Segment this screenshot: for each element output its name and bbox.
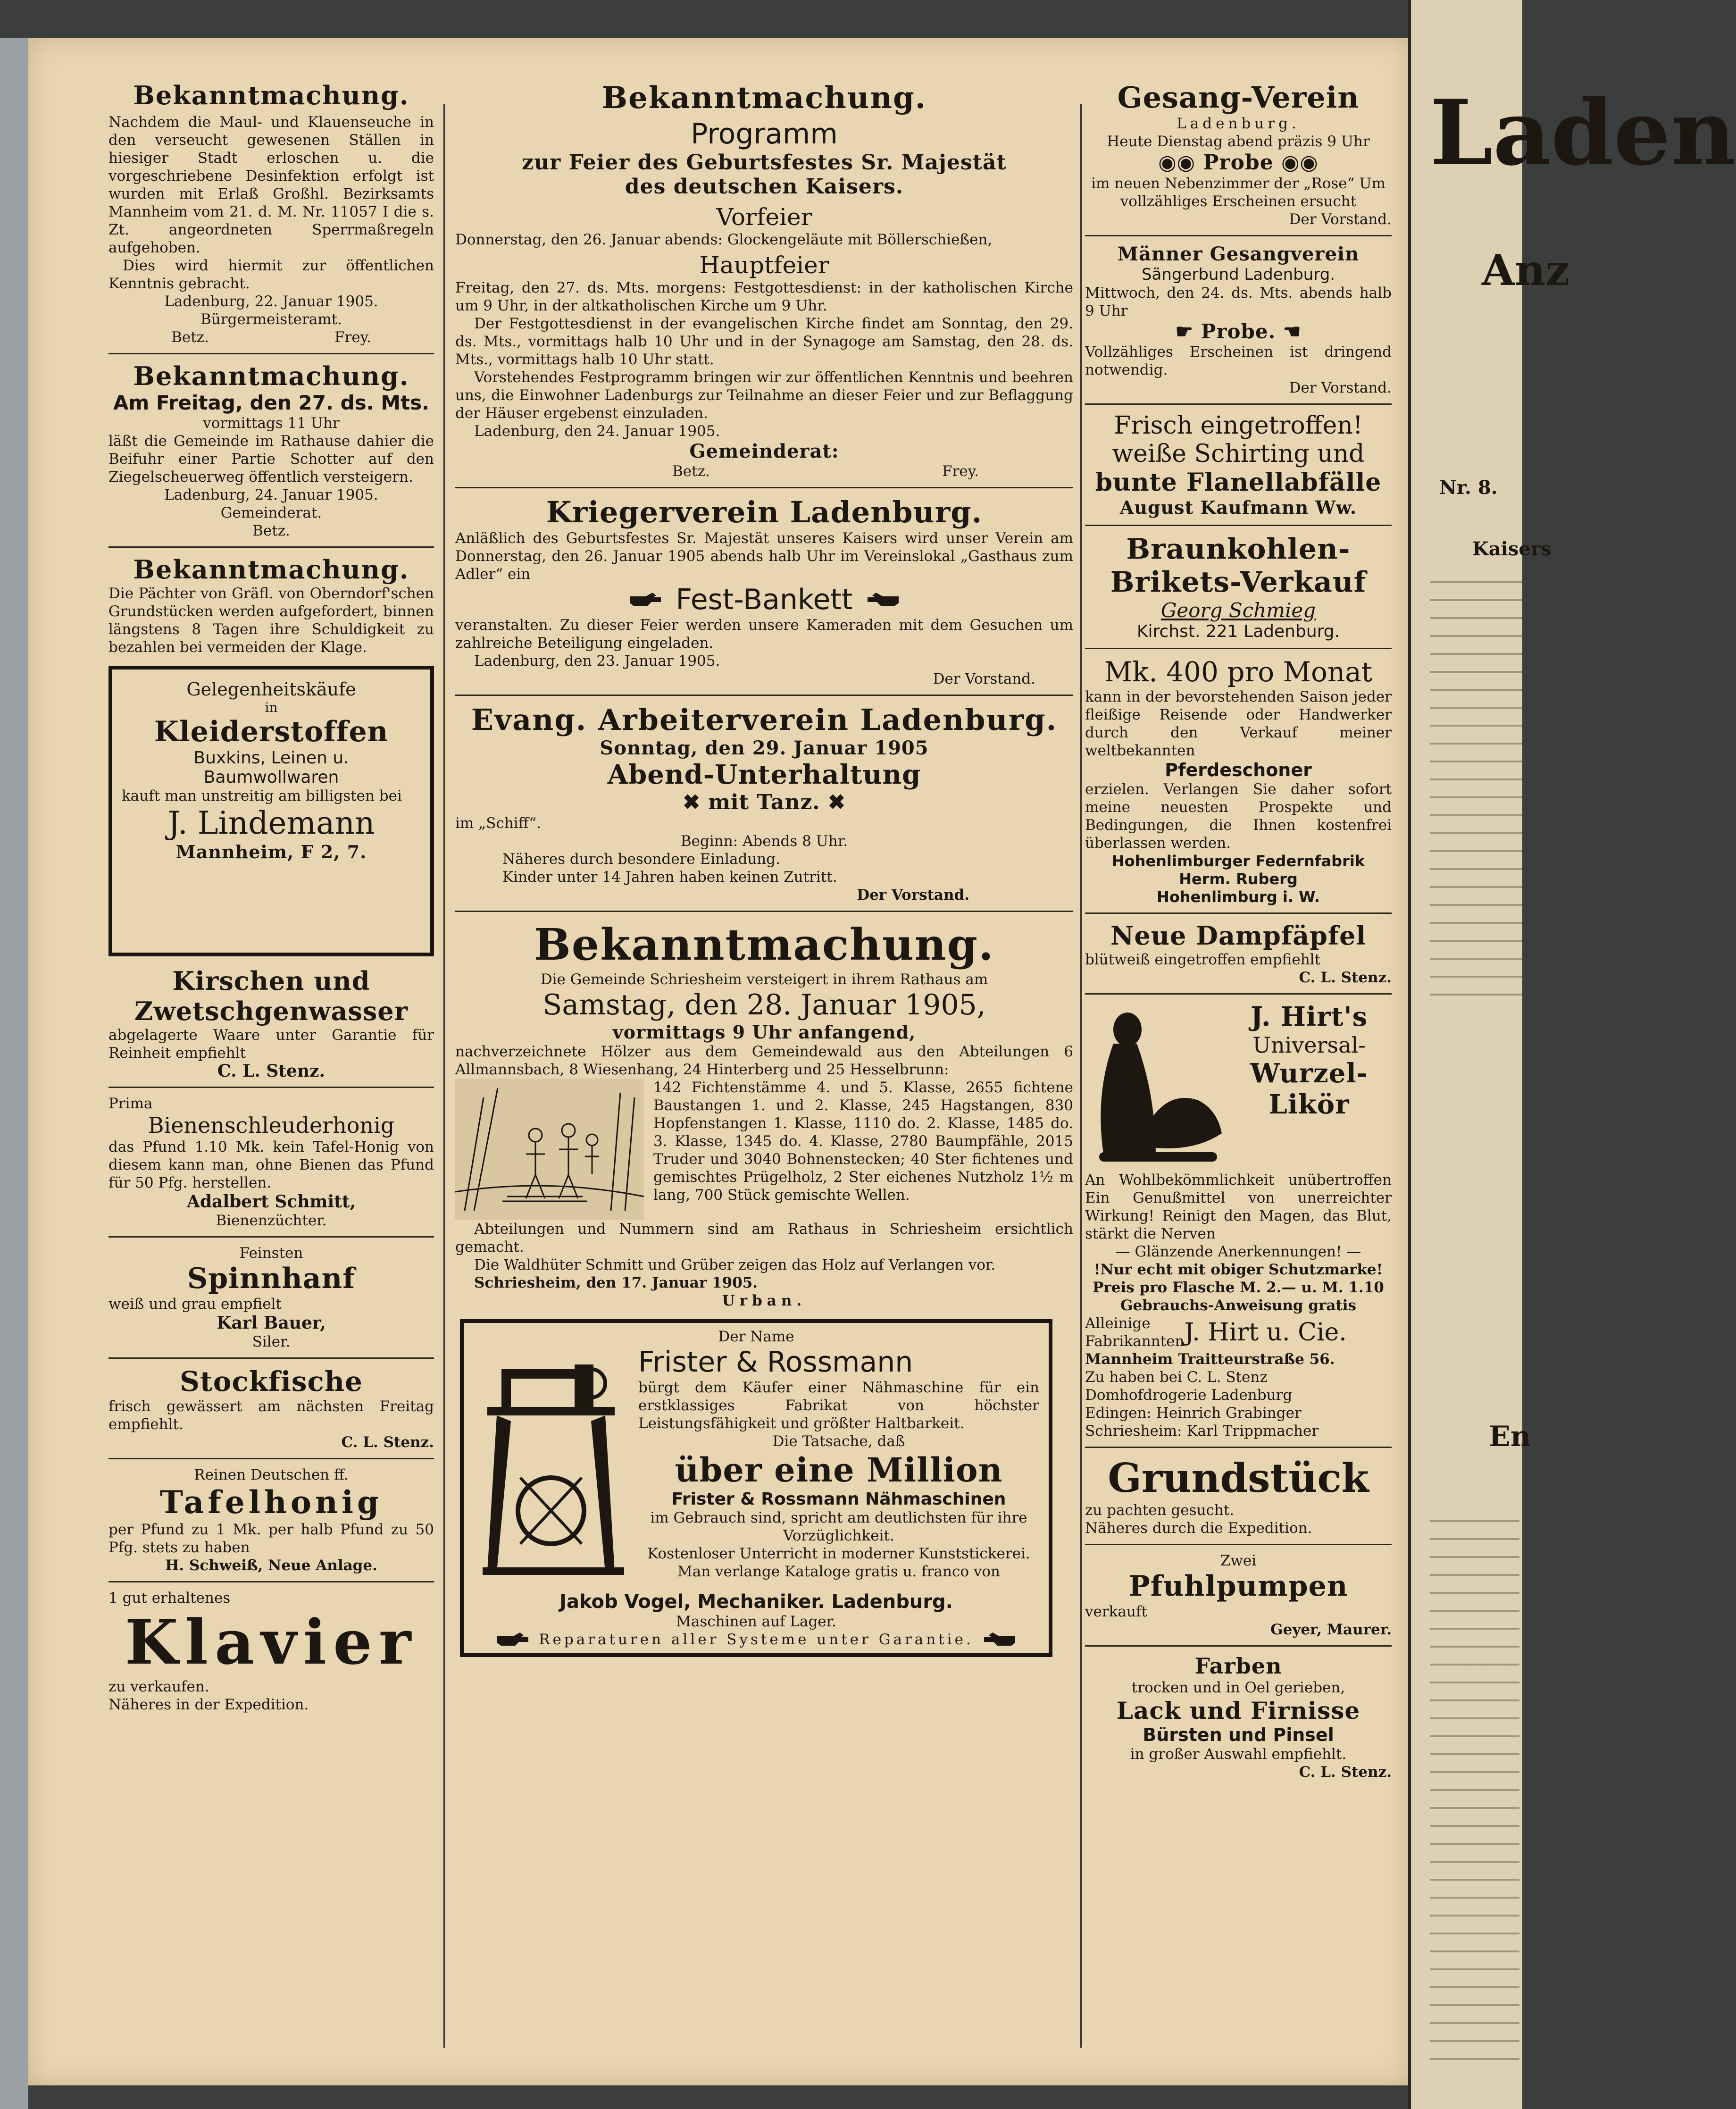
pointing-hand-icon: ☚ bbox=[1276, 320, 1302, 343]
divider bbox=[108, 353, 434, 354]
ad-text: Anläßlich des Geburtsfestes Sr. Majestät unseres Kaisers wird unser Verein am Donnerstag, den 26. Januar 1905 abends halb Uhr im Vereinslokal „Gasthaus zum Adler“ ein bbox=[455, 530, 1073, 583]
ad-date: Ladenburg, den 23. Januar 1905. bbox=[474, 653, 720, 670]
monk-trademark-illustration bbox=[1085, 1001, 1227, 1171]
left-column bbox=[108, 80, 434, 1714]
cross-icon: ✖ bbox=[683, 790, 709, 814]
notice-text: nachverzeichnete Hölzer aus dem Gemeindewald aus den Abteilungen 6 Allmannsbach, 8 Wiesenhang, 24 Hinterberg und 25 Hesselbrunn: bbox=[455, 1043, 1073, 1078]
ad-signature: Geyer, Maurer. bbox=[1270, 1621, 1392, 1638]
divider bbox=[455, 911, 1073, 912]
ad-braunkohlen bbox=[1085, 533, 1392, 641]
eye-icon: ◉◉ bbox=[1158, 151, 1203, 175]
divider bbox=[1085, 648, 1392, 649]
divider bbox=[1085, 525, 1392, 526]
forest-woodcut-illustration bbox=[455, 1079, 644, 1220]
signature: Betz. bbox=[252, 522, 290, 539]
ad-headline: Universal- bbox=[1252, 1032, 1366, 1058]
ad-headline: Klavier bbox=[125, 1606, 418, 1678]
ad-headline: Stockfische bbox=[180, 1365, 363, 1398]
ad-text: Alleinige bbox=[1085, 1315, 1151, 1332]
ad-pre: Prima bbox=[108, 1095, 153, 1112]
notice-text: Die Pächter von Gräfl. von Oberndorf'schen Grundstücken werden aufgefordert, binnen längstens 8 Tagen ihre Schuldigkeit zu bezahlen bei vermeiden der Klage. bbox=[108, 585, 434, 656]
ad-headline: Brikets-Verkauf bbox=[1110, 566, 1367, 599]
ad-headline: Grundstück bbox=[1108, 1455, 1369, 1501]
divider bbox=[1085, 1645, 1392, 1647]
ad-text: erzielen. Verlangen Sie daher sofort meine neuesten Prospekte und Bedingungen, die Ihnen kostenfrei überlassen werden. bbox=[1085, 781, 1392, 852]
ad-kriegerverein bbox=[455, 495, 1073, 688]
ad-company: Herm. Ruberg bbox=[1179, 870, 1298, 888]
ad-klavier bbox=[108, 1589, 434, 1714]
notice-title: Bekanntmachung. bbox=[601, 80, 927, 116]
ad-pre: 1 gut erhaltenes bbox=[108, 1590, 231, 1607]
ad-headline: Kleiderstoffen bbox=[154, 715, 389, 748]
ad-text: trocken und in Oel gerieben, bbox=[1131, 1679, 1345, 1696]
ad-text: im neuen Nebenzimmer der „Rose“ Um vollzähliges Erscheinen ersucht bbox=[1091, 175, 1385, 210]
ad-pre: Reinen Deutschen ff. bbox=[194, 1466, 349, 1483]
ad-text: bürgt dem Käufer einer Nähmaschine für ein erstklassiges Fabrikat von höchster Leistungsfähigkeit und größter Haltbarkeit. bbox=[638, 1379, 1039, 1432]
middle-column bbox=[455, 80, 1073, 1666]
ad-text: abgelagerte Waare unter Garantie für Reinheit empfiehlt bbox=[108, 1027, 434, 1062]
ad-headline: bunte Flanellabfälle bbox=[1095, 468, 1382, 497]
divider bbox=[1085, 235, 1392, 236]
ad-company: Hohenlimburg i. W. bbox=[1157, 888, 1320, 906]
ad-text: Zu haben bei C. L. Stenz bbox=[1085, 1369, 1268, 1386]
edge-number: Nr. 8. bbox=[1439, 477, 1498, 499]
ad-text: Domhofdrogerie Ladenburg bbox=[1085, 1387, 1293, 1404]
edge-en: En bbox=[1489, 1420, 1531, 1453]
notice-date: Ladenburg, 24. Januar 1905. bbox=[164, 486, 378, 503]
divider bbox=[455, 487, 1073, 488]
ad-headline: Zwetschgenwasser bbox=[134, 996, 409, 1026]
divider bbox=[108, 1458, 434, 1459]
ad-signature: Der Vorstand. bbox=[933, 670, 1035, 687]
edge-anz: Anz bbox=[1482, 245, 1570, 295]
divider bbox=[108, 546, 434, 548]
edge-text-lines-2 bbox=[1430, 1510, 1519, 2076]
ad-frister-rossmann bbox=[460, 1319, 1052, 1657]
ad-hirt-likoer bbox=[1085, 1001, 1392, 1440]
sewing-machine-illustration bbox=[473, 1346, 629, 1591]
edge-title: Laden bbox=[1430, 80, 1736, 185]
notice-date: Schriesheim, den 17. Januar 1905. bbox=[474, 1274, 758, 1291]
ad-headline: Farben bbox=[1194, 1653, 1282, 1679]
ad-vendor: J. Lindemann bbox=[167, 805, 375, 841]
ad-signature: C. L. Stenz. bbox=[1299, 969, 1392, 986]
event-date: Sonntag, den 29. Januar 1905 bbox=[600, 737, 929, 759]
ad-signature: C. L. Stenz. bbox=[341, 1434, 434, 1451]
ad-text: Fabrikannten bbox=[1085, 1333, 1185, 1350]
ad-vendor: Georg Schmieg bbox=[1160, 599, 1316, 622]
ad-signature: C. L. Stenz. bbox=[217, 1061, 326, 1081]
ad-text: Maschinen auf Lager. bbox=[676, 1613, 836, 1630]
notice-schotter bbox=[108, 361, 434, 540]
notice-title: Bekanntmachung. bbox=[133, 80, 409, 110]
ad-text: frisch gewässert am nächsten Freitag empfiehlt. bbox=[108, 1398, 434, 1433]
event-location: im „Schiff“. bbox=[455, 815, 542, 832]
notice-maul-klauenseuche bbox=[108, 80, 434, 346]
ad-signature: Adalbert Schmitt, bbox=[187, 1192, 356, 1212]
event-name: Abend-Unterhaltung bbox=[607, 759, 921, 790]
ad-headline: Bienenschleuderhonig bbox=[148, 1113, 395, 1138]
ad-text: Heute Dienstag abend präzis 9 Uhr bbox=[1107, 133, 1370, 150]
ad-signature: C. L. Stenz. bbox=[1299, 1764, 1392, 1781]
ad-signature: Der Vorstand. bbox=[1289, 379, 1392, 396]
ad-text: Kostenloser Unterricht in moderner Kunststickerei. bbox=[647, 1545, 1030, 1562]
ad-headline: Neue Dampfäpfel bbox=[1110, 921, 1366, 951]
event-info: Näheres durch besondere Einladung. bbox=[502, 851, 780, 868]
ad-pfuhlpumpen bbox=[1085, 1552, 1392, 1639]
event-detail: ✖ mit Tanz. ✖ bbox=[683, 790, 846, 814]
ad-text: per Pfund zu 1 Mk. per halb Pfund zu 50 Pfg. stets zu haben bbox=[108, 1521, 434, 1556]
ad-headline: Frisch eingetroffen! bbox=[1114, 411, 1363, 440]
event-info: Kinder unter 14 Jahren haben keinen Zutritt. bbox=[502, 869, 837, 886]
section-heading: Hauptfeier bbox=[699, 251, 829, 279]
ad-text: zu verkaufen. bbox=[108, 1678, 209, 1695]
ad-text: zu pachten gesucht. bbox=[1085, 1502, 1235, 1519]
ad-dampfaepfel bbox=[1085, 921, 1392, 987]
notice-time: vormittags 11 Uhr bbox=[203, 415, 340, 432]
ad-price: Preis pro Flasche M. 2.— u. M. 1.10 bbox=[1093, 1279, 1384, 1296]
ad-text: Mittwoch, den 24. ds. Mts. abends halb 9 Uhr bbox=[1085, 285, 1392, 319]
ad-spinnhanf bbox=[108, 1244, 434, 1351]
ad-honig bbox=[108, 1095, 434, 1230]
edge-kaisers: Kaisers bbox=[1472, 538, 1552, 560]
notice-text: Abteilungen und Nummern sind am Rathaus in Schriesheim ersichtlich gemacht. bbox=[455, 1221, 1073, 1255]
ad-vendor: Jakob Vogel, Mechaniker. Ladenburg. bbox=[559, 1591, 953, 1613]
ad-signature: Der Vorstand. bbox=[1289, 211, 1392, 228]
ad-stockfische bbox=[108, 1365, 434, 1451]
ad-headline: Braunkohlen- bbox=[1126, 533, 1351, 566]
ad-headline: Lack und Firnisse bbox=[1116, 1697, 1360, 1724]
section-text: Der Festgottesdienst in der evangelischen Kirche findet am Sonntag, den 29. ds. Mts., vormittags halb 10 Uhr und in der Synagoge am Samstag, den 28. ds. Mts., vormittags halb 10 Uhr statt. bbox=[455, 315, 1073, 368]
ad-headline: Wurzel- bbox=[1250, 1058, 1368, 1089]
ad-text: Schriesheim: Karl Trippmacher bbox=[1085, 1423, 1319, 1439]
notice-title: Bekanntmachung. bbox=[133, 361, 409, 391]
ad-pferdeschoner bbox=[1085, 656, 1392, 906]
divider bbox=[1085, 403, 1392, 405]
ad-signature: August Kaufmann Ww. bbox=[1119, 497, 1357, 518]
ad-line: Baumwollwaren bbox=[203, 768, 339, 787]
ad-text: Die Tatsache, daß bbox=[772, 1433, 905, 1450]
ad-text: kauft man unstreitig am billigsten bei bbox=[122, 787, 402, 804]
cross-icon: ✖ bbox=[820, 790, 846, 814]
ad-signature: Karl Bauer, bbox=[217, 1313, 326, 1333]
ad-maennergesangverein bbox=[1085, 243, 1392, 397]
ad-signature: H. Schweiß, Neue Anlage. bbox=[165, 1557, 377, 1574]
ad-line: Gelegenheitskäufe bbox=[186, 679, 356, 700]
ad-headline: weiße Schirting und bbox=[1112, 440, 1365, 468]
divider bbox=[1085, 912, 1392, 914]
ad-pre: Feinsten bbox=[239, 1245, 303, 1262]
eye-icon: ◉◉ bbox=[1273, 151, 1319, 175]
signature: Urban. bbox=[722, 1292, 807, 1309]
brand-name: Frister & Rossmann bbox=[638, 1346, 913, 1379]
ad-text: !Nur echt mit obiger Schutzmarke! bbox=[1093, 1261, 1383, 1278]
ad-text: Näheres in der Expedition. bbox=[108, 1696, 309, 1713]
divider bbox=[1085, 993, 1392, 995]
event-time: Beginn: Abends 8 Uhr. bbox=[680, 833, 848, 850]
ad-lindemann bbox=[108, 666, 434, 956]
ad-text: An Wohlbekömmlichkeit unübertroffen Ein Genußmittel von unerreichter Wirkung! Reinigt den Magen, das Blut, stärkt die Nerven bbox=[1085, 1172, 1392, 1242]
wood-list: 142 Fichtenstämme 4. und 5. Klasse, 2655 fichtene Baustangen 1. und 2. Klasse, 245 Hagstangen, 830 Hopfenstangen 1. Klasse, 1110 do. 2. Klasse, 1485 do. 3. Klasse, 1345 do. 4. Klasse, 2780 Baumpfähle, 2015 Truder und 3040 Bohnenstecken; 40 Ster fichtenes und gemischtes Prügelholz, 2 Ster eichenes Nutzholz 1½ m lang, 700 Stück gemischte Wellen. bbox=[653, 1079, 1073, 1204]
notice-text: läßt die Gemeinde im Rathause dahier die Beifuhr einer Partie Schotter auf den Ziegelscheuerweg öffentlich versteigern. bbox=[108, 433, 434, 485]
ad-pre: Zwei bbox=[1220, 1552, 1257, 1569]
edge-text-lines bbox=[1430, 571, 1522, 996]
pointing-hand-left-icon bbox=[983, 1632, 1016, 1648]
ad-product: Pferdeschoner bbox=[1165, 760, 1312, 780]
ad-text: Edingen: Heinrich Grabinger bbox=[1085, 1405, 1302, 1422]
notice-date: Ladenburg, 22. Januar 1905. bbox=[164, 293, 378, 310]
ad-signature: Bienenzüchter. bbox=[216, 1212, 327, 1229]
probe-line: ☛ Probe. ☚ bbox=[1175, 320, 1302, 343]
divider bbox=[108, 1236, 434, 1238]
ad-headline: Pfuhlpumpen bbox=[1128, 1570, 1348, 1603]
ad-subtitle: Sängerbund Ladenburg. bbox=[1141, 265, 1335, 284]
pointing-hand-left-icon bbox=[867, 592, 900, 608]
notice-text: Nachdem die Maul- und Klauenseuche in den verseucht gewesenen Ställen in hiesiger Stadt erloschen u. die vorgeschriebene Desinfektion erfolgt ist wurden mit Erlaß Großhl. Bezirksamts Mannheim vom 21. d. M. Nr. 11057 I die s. Zt. angeordneten Sperrmaßregeln aufgehoben. bbox=[108, 114, 434, 256]
pointing-hand-right-icon bbox=[496, 1632, 529, 1648]
ad-headline: Bürsten und Pinsel bbox=[1143, 1724, 1334, 1745]
notice-text: Die Gemeinde Schriesheim versteigert in ihrem Rathaus am bbox=[540, 971, 988, 988]
section-text: Vorstehendes Festprogramm bringen wir zur öffentlichen Kenntnis und beehren uns, die Einwohner Ladenburgs zur Teilnahme an dieser Feier und zur Beflaggung der Häuser ergebenst einzuladen. bbox=[455, 369, 1073, 422]
ad-address: Kirchst. 221 Ladenburg. bbox=[1136, 622, 1340, 641]
ad-headline: Kriegerverein Ladenburg. bbox=[546, 495, 983, 529]
pointing-hand-right-icon bbox=[629, 592, 662, 608]
ad-headline: Kirschen und bbox=[172, 966, 370, 996]
ad-grundstueck bbox=[1085, 1455, 1392, 1537]
ad-text: — Glänzende Anerkennungen! — bbox=[1115, 1243, 1361, 1260]
ad-farben bbox=[1085, 1653, 1392, 1781]
signature: Frey. bbox=[942, 463, 979, 480]
scanner-background bbox=[0, 38, 28, 2109]
ad-text: Näheres durch die Expedition. bbox=[1085, 1520, 1312, 1537]
ad-text: weiß und grau empfielt bbox=[108, 1296, 282, 1313]
ad-headline: J. Hirt's bbox=[1250, 1001, 1368, 1032]
notice-authority: Gemeinderat: bbox=[689, 440, 839, 462]
adjacent-page-edge bbox=[1408, 0, 1736, 2109]
notice-authority: Gemeinderat. bbox=[220, 504, 322, 521]
right-column bbox=[1085, 80, 1392, 1781]
ad-headline: Evang. Arbeiterverein Ladenburg. bbox=[471, 703, 1058, 737]
ad-headline: Männer Gesangverein bbox=[1117, 243, 1360, 265]
ad-headline: über eine Million bbox=[675, 1450, 1003, 1490]
ad-text: im Gebrauch sind, spricht am deutlichsten für ihre Vorzüglichkeit. bbox=[650, 1509, 1027, 1544]
column-rule bbox=[1080, 104, 1082, 2048]
ad-company: Hohenlimburger Federnfabrik bbox=[1111, 852, 1365, 870]
notice-authority: Bürgermeisteramt. bbox=[200, 311, 342, 328]
event-name: Fest-Bankett bbox=[676, 583, 853, 616]
ad-text: veranstalten. Zu dieser Feier werden unsere Kameraden mit dem Gesuchen um zahlreiche Beteiligung eingeladen. bbox=[455, 617, 1073, 652]
ad-headline: Mk. 400 pro Monat bbox=[1104, 656, 1373, 688]
ad-text: das Pfund 1.10 Mk. kein Tafel-Honig von diesem kann man, ohne Bienen das Pfund für 50 Pfg. herstellen. bbox=[108, 1138, 434, 1191]
column-rule bbox=[443, 104, 445, 2048]
notice-holzversteigerung bbox=[455, 919, 1073, 1310]
divider bbox=[108, 1357, 434, 1359]
ad-headline: Tafelhonig bbox=[159, 1484, 383, 1521]
ad-pre: Der Name bbox=[718, 1328, 794, 1345]
ad-signature: Siler. bbox=[252, 1333, 291, 1350]
notice-title: Bekanntmachung. bbox=[133, 554, 409, 585]
ad-text: Man verlange Kataloge gratis u. franco von bbox=[677, 1563, 1001, 1580]
ad-line: Buxkins, Leinen u. bbox=[193, 748, 349, 768]
ad-text: Vollzähliges Erscheinen ist dringend notwendig. bbox=[1085, 343, 1392, 378]
ad-text: Reparaturen aller Systeme unter Garantie. bbox=[539, 1631, 974, 1648]
ad-headline: Spinnhanf bbox=[187, 1262, 356, 1295]
ad-text: in großer Auswahl empfiehlt. bbox=[1130, 1746, 1347, 1763]
divider bbox=[108, 1581, 434, 1582]
notice-title: Bekanntmachung. bbox=[534, 919, 994, 970]
ad-headline: Likör bbox=[1269, 1089, 1350, 1120]
ad-text: blütweiß eingetroffen empfiehlt bbox=[1085, 951, 1321, 968]
ad-company: J. Hirt u. Cie. bbox=[1184, 1318, 1347, 1347]
divider bbox=[108, 1087, 434, 1088]
notice-paechter bbox=[108, 554, 434, 656]
notice-kaiser-programm bbox=[455, 80, 1073, 480]
ad-kirschwasser bbox=[108, 966, 434, 1080]
ad-subtitle: Ladenburg. bbox=[1177, 115, 1300, 132]
ad-text: verkauft bbox=[1085, 1603, 1147, 1620]
section-text: Donnerstag, den 26. Januar abends: Glockengeläute mit Böllerschießen, bbox=[455, 231, 993, 248]
notice-text: Dies wird hiermit zur öffentlichen Kenntnis gebracht. bbox=[108, 257, 434, 292]
program-subtitle: des deutschen Kaisers. bbox=[625, 175, 904, 199]
signature: Frey. bbox=[334, 329, 371, 346]
auction-time: vormittags 9 Uhr anfangend, bbox=[612, 1021, 916, 1043]
section-text: Freitag, den 27. ds. Mts. morgens: Festgottesdienst: in der katholischen Kirche um 9 Uhr, in der altkatholischen Kirche um 9 Uhr. bbox=[455, 279, 1073, 314]
ad-signature: Der Vorstand. bbox=[857, 887, 969, 904]
divider bbox=[455, 695, 1073, 696]
ad-text: kann in der bevorstehenden Saison jeder fleißige Reisende oder Handwerker durch den Verkauf meiner weltbekannten bbox=[1085, 688, 1392, 759]
ad-line: in bbox=[265, 700, 278, 715]
program-subtitle: zur Feier des Geburtsfestes Sr. Majestät bbox=[522, 151, 1007, 175]
ad-text: Frister & Rossmann Nähmaschinen bbox=[671, 1490, 1006, 1509]
notice-subtitle: Am Freitag, den 27. ds. Mts. bbox=[113, 391, 430, 414]
auction-date: Samstag, den 28. Januar 1905, bbox=[542, 988, 986, 1021]
section-heading: Vorfeier bbox=[716, 203, 812, 231]
divider bbox=[1085, 1447, 1392, 1448]
probe-line: ◉◉ Probe ◉◉ bbox=[1158, 151, 1319, 175]
ad-kaufmann bbox=[1085, 411, 1392, 518]
program-heading: Programm bbox=[691, 117, 838, 151]
ad-tafelhonig bbox=[108, 1466, 434, 1574]
ad-headline: Gesang-Verein bbox=[1117, 80, 1360, 115]
pointing-hand-icon: ☛ bbox=[1175, 320, 1201, 343]
ad-gesangverein bbox=[1085, 80, 1392, 228]
divider bbox=[1085, 1544, 1392, 1545]
ad-text: Gebrauchs-Anweisung gratis bbox=[1120, 1297, 1356, 1314]
ad-arbeiterverein bbox=[455, 703, 1073, 904]
notice-date: Ladenburg, den 24. Januar 1905. bbox=[474, 423, 720, 440]
ad-address: Mannheim Traitteurstraße 56. bbox=[1085, 1351, 1335, 1368]
signature: Betz. bbox=[171, 329, 209, 346]
notice-text: Die Waldhüter Schmitt und Grüber zeigen das Holz auf Verlangen vor. bbox=[474, 1256, 996, 1273]
ad-address: Mannheim, F 2, 7. bbox=[175, 841, 367, 862]
signature: Betz. bbox=[672, 463, 710, 480]
